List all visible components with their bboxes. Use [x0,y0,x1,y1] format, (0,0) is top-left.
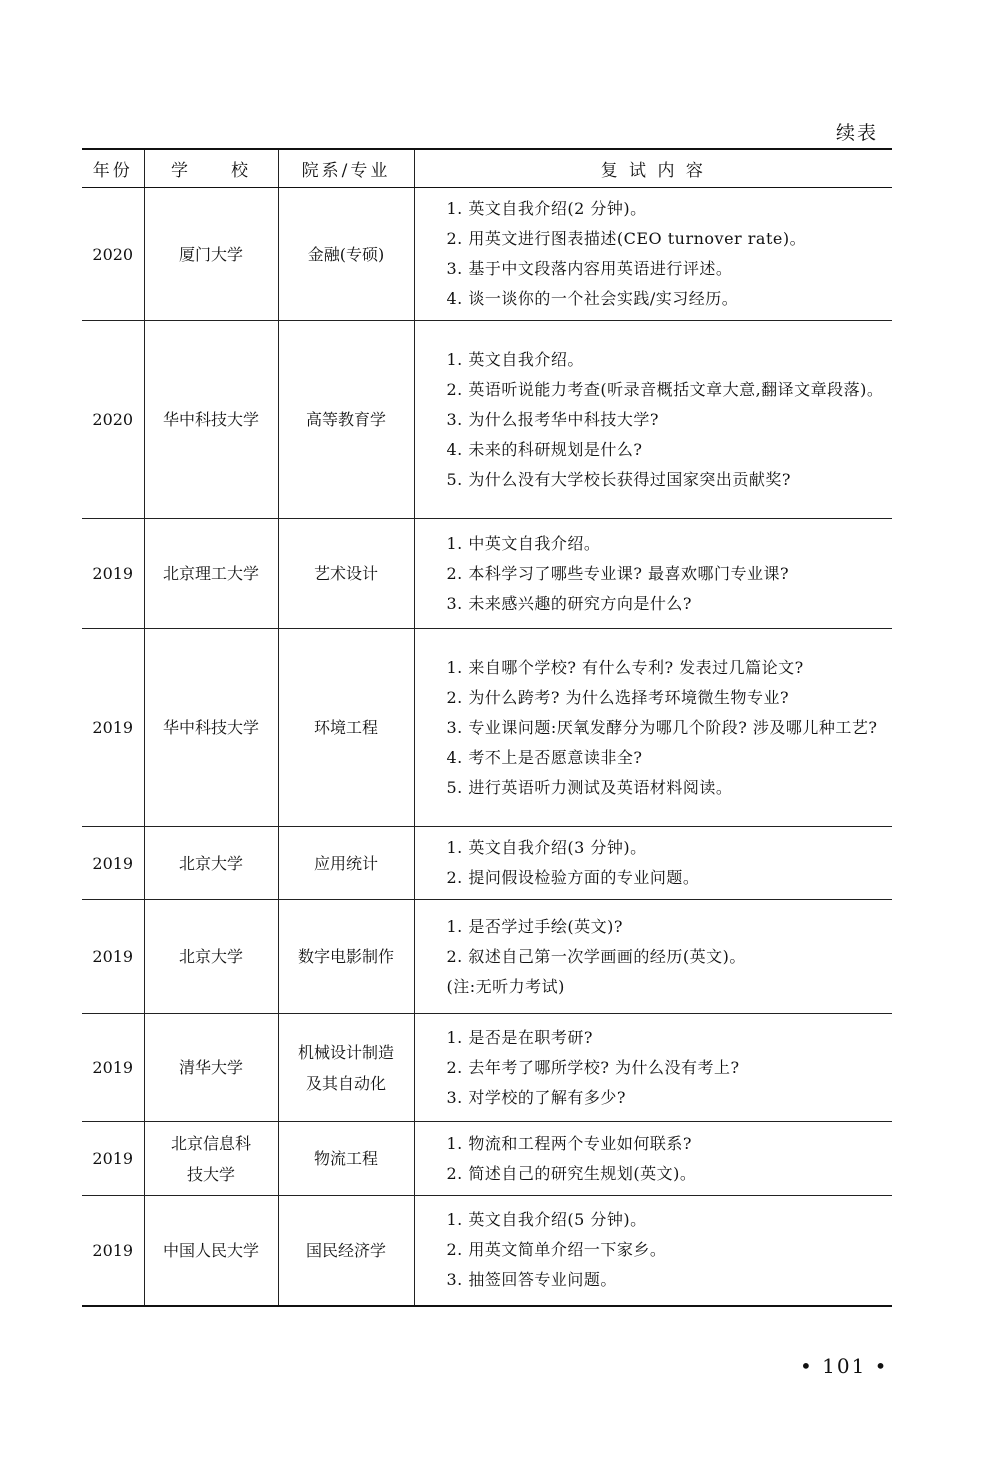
interview-content-table [82,148,892,1307]
content-item: 5. 为什么没有大学校长获得过国家突出贡献奖? [446,469,791,489]
row-year: 2019 [82,1014,144,1122]
row-content [414,629,892,827]
row-school: 北京大学 [144,827,278,900]
table-row [82,1122,892,1196]
row-school: 北京大学 [144,900,278,1014]
row-content [414,1122,892,1196]
row-school: 厦门大学 [144,188,278,321]
header-year: 年份 [82,149,144,188]
content-item: 1. 英文自我介绍(5 分钟)。 [446,1210,647,1230]
content-item: 3. 抽签回答专业问题。 [446,1270,617,1290]
row-school: 中国人民大学 [144,1196,278,1306]
header-major: 院系/专业 [278,149,414,188]
row-year: 2020 [82,188,144,321]
table-row [82,519,892,629]
row-content [414,519,892,629]
table-header-row [82,149,892,188]
header-school: 学 校 [144,149,278,188]
row-year: 2019 [82,827,144,900]
content-item: (注:无听力考试) [446,976,565,996]
row-school: 北京信息科技大学 [144,1122,278,1196]
row-year: 2019 [82,900,144,1014]
row-year: 2019 [82,629,144,827]
row-major: 高等教育学 [278,321,414,519]
row-major: 艺术设计 [278,519,414,629]
row-school: 清华大学 [144,1014,278,1122]
content-item: 4. 未来的科研规划是什么? [446,439,643,459]
content-item: 2. 用英文进行图表描述(CEO turnover rate)。 [446,229,807,248]
row-content [414,900,892,1014]
row-school: 北京理工大学 [144,519,278,629]
table-row [82,629,892,827]
row-content [414,321,892,519]
row-major: 国民经济学 [278,1196,414,1306]
content-item: 5. 进行英语听力测试及英语材料阅读。 [446,777,733,797]
content-item: 3. 对学校的了解有多少? [446,1087,626,1107]
content-item: 2. 英语听说能力考查(听录音概括文章大意,翻译文章段落)。 [446,379,884,399]
content-item: 1. 英文自我介绍。 [446,349,584,369]
continued-table-label: 续表 [836,122,879,144]
row-major: 物流工程 [278,1122,414,1196]
row-year: 2019 [82,1196,144,1306]
table-row [82,321,892,519]
content-item: 1. 是否学过手绘(英文)? [446,916,623,936]
content-item: 1. 英文自我介绍(2 分钟)。 [446,199,647,218]
content-item: 2. 叙述自己第一次学画画的经历(英文)。 [446,946,746,966]
table-row [82,1014,892,1122]
row-year: 2019 [82,1122,144,1196]
row-major: 机械设计制造及其自动化 [278,1014,414,1122]
table-row [82,188,892,321]
table-row [82,900,892,1014]
row-school: 华中科技大学 [144,629,278,827]
row-year: 2020 [82,321,144,519]
content-item: 4. 谈一谈你的一个社会实践/实习经历。 [446,289,739,308]
content-item: 1. 英文自我介绍(3 分钟)。 [446,838,647,857]
row-content [414,188,892,321]
table-row [82,827,892,900]
content-item: 2. 为什么跨考? 为什么选择考环境微生物专业? [446,687,790,707]
content-item: 2. 本科学习了哪些专业课? 最喜欢哪门专业课? [446,563,790,583]
table-row [82,1196,892,1306]
content-item: 1. 是否是在职考研? [446,1027,593,1047]
row-major: 数字电影制作 [278,900,414,1014]
header-content: 复 试 内 容 [414,149,892,188]
content-item: 3. 基于中文段落内容用英语进行评述。 [446,259,733,278]
page-number: • 101 • [800,1354,889,1378]
row-content [414,1196,892,1306]
content-item: 1. 来自哪个学校? 有什么专利? 发表过几篇论文? [446,657,804,677]
row-year: 2019 [82,519,144,629]
row-content [414,1014,892,1122]
row-major: 金融(专硕) [278,188,414,321]
content-item: 2. 去年考了哪所学校? 为什么没有考上? [446,1057,740,1077]
content-item: 4. 考不上是否愿意读非全? [446,747,643,767]
content-item: 3. 专业课问题:厌氧发酵分为哪几个阶段? 涉及哪儿种工艺? [446,717,878,737]
row-major: 应用统计 [278,827,414,900]
content-item: 3. 为什么报考华中科技大学? [446,409,659,429]
row-content [414,827,892,900]
content-item: 2. 提问假设检验方面的专业问题。 [446,868,700,887]
content-item: 3. 未来感兴趣的研究方向是什么? [446,593,692,613]
content-item: 1. 中英文自我介绍。 [446,533,601,553]
content-item: 2. 简述自己的研究生规划(英文)。 [446,1163,697,1183]
row-major: 环境工程 [278,629,414,827]
content-item: 1. 物流和工程两个专业如何联系? [446,1133,692,1153]
row-school: 华中科技大学 [144,321,278,519]
content-item: 2. 用英文简单介绍一下家乡。 [446,1240,667,1260]
